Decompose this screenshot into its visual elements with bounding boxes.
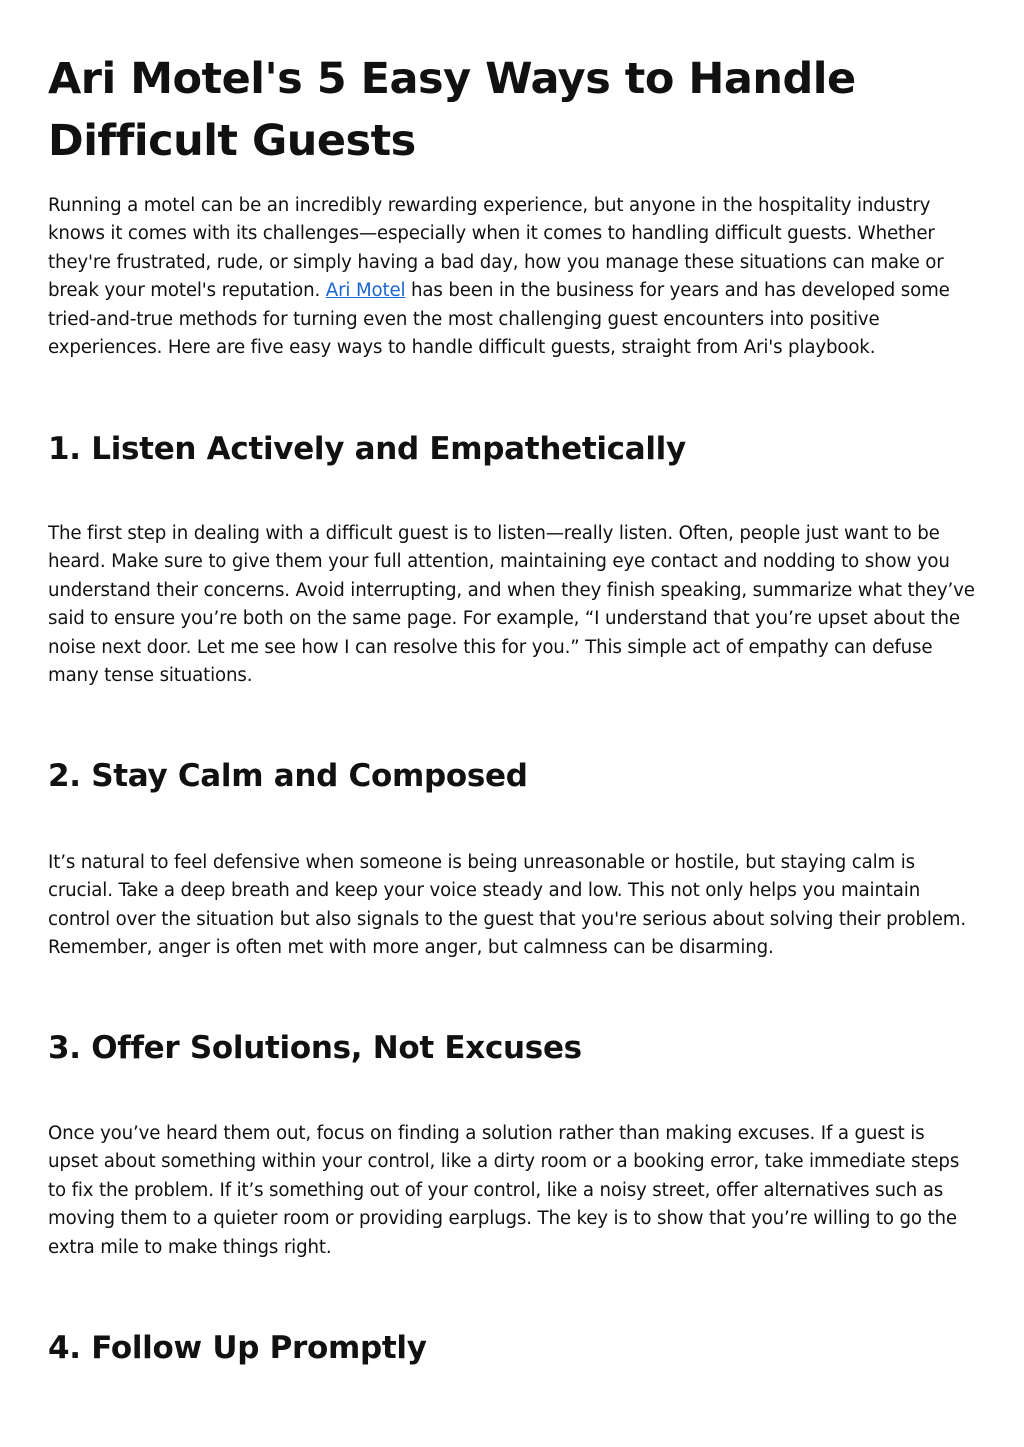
section-heading-offer-solutions: 3. Offer Solutions, Not Excuses	[48, 1030, 582, 1066]
section-heading-follow-up: 4. Follow Up Promptly	[48, 1330, 427, 1366]
intro-text-after-link: has been in the business for years and has developed some tried-and-true methods for turning even the most challenging guest encounters into positive experiences. Here are five easy ways to handle difficult guests, straight from Ari's playbook.	[48, 280, 950, 359]
intro-paragraph	[48, 192, 978, 362]
page-title: Ari Motel's 5 Easy Ways to Handle Difficult Guests	[48, 54, 856, 166]
section-body-listen: The first step in dealing with a difficult guest is to listen—really listen. Often, people just want to be heard. Make sure to give them your full attention, maintaining eye contact and nodding to show you understand their concerns. Avoid interrupting, and when they finish speaking, summarize what they’ve said to ensure you’re both on the same page. For example, “I understand that you’re upset about the noise next door. Let me see how I can resolve this for you.” This simple act of empathy can defuse many tense situations.	[48, 523, 975, 687]
section-body-stay-calm: It’s natural to feel defensive when someone is being unreasonable or hostile, but staying calm is crucial. Take a deep breath and keep your voice steady and low. This not only helps you maintain control over the situation but also signals to the guest that you're serious about solving their problem. Remember, anger is often met with more anger, but calmness can be disarming.	[48, 852, 967, 959]
section-heading-listen: 1. Listen Actively and Empathetically	[48, 431, 686, 467]
section-body-offer-solutions: Once you’ve heard them out, focus on finding a solution rather than making excuses. If a guest is upset about something within your control, like a dirty room or a booking error, take immediate steps to fix the problem. If it’s something out of your control, like a noisy street, offer alternatives such as moving them to a quieter room or providing earplugs. The key is to show that you’re willing to go the extra mile to make things right.	[48, 1123, 960, 1258]
intro-text-before-link: Running a motel can be an incredibly rewarding experience, but anyone in the hospitality industry knows it comes with its challenges—especially when it comes to handling difficult guests. Whether they're frustrated, rude, or simply having a bad day, how you manage these situations can make or break your motel's reputation.	[48, 195, 944, 302]
section-heading-stay-calm: 2. Stay Calm and Composed	[48, 758, 528, 794]
ari-motel-link[interactable]: Ari Motel	[325, 280, 406, 302]
